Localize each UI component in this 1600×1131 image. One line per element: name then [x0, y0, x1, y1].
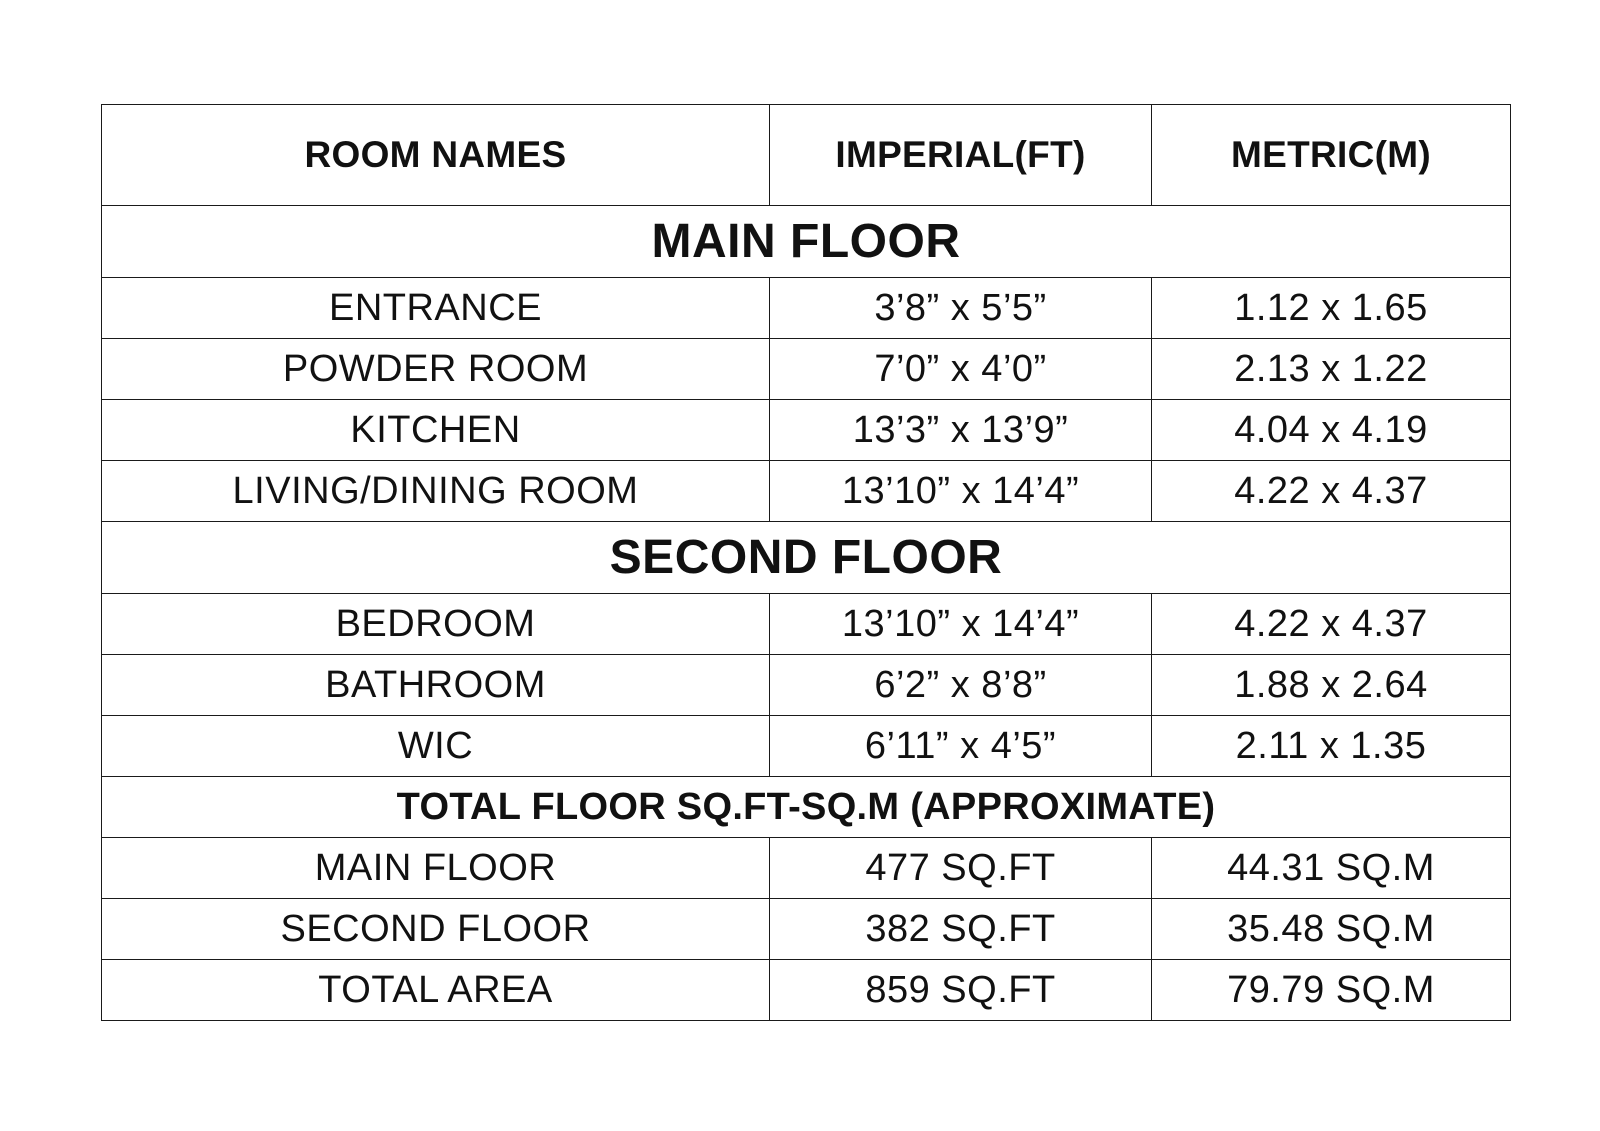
room-dimensions-table	[101, 104, 1511, 1021]
total-sqm-cell: 35.48 SQ.M	[1152, 899, 1511, 960]
section-row-totals	[102, 777, 1511, 838]
total-sqft-cell: 859 SQ.FT	[770, 960, 1152, 1021]
table-row	[102, 339, 1511, 400]
imperial-cell: 7’0” x 4’0”	[770, 339, 1152, 400]
room-name-cell: LIVING/DINING ROOM	[102, 461, 770, 522]
table-header-row	[102, 105, 1511, 206]
header-room-names: ROOM NAMES	[102, 105, 770, 206]
room-name-cell: ENTRANCE	[102, 278, 770, 339]
table-row	[102, 594, 1511, 655]
metric-cell: 2.13 x 1.22	[1152, 339, 1511, 400]
imperial-cell: 3’8” x 5’5”	[770, 278, 1152, 339]
section-title-main-floor: MAIN FLOOR	[102, 206, 1511, 278]
metric-cell: 1.12 x 1.65	[1152, 278, 1511, 339]
room-name-cell: BEDROOM	[102, 594, 770, 655]
total-label-cell: SECOND FLOOR	[102, 899, 770, 960]
table-row	[102, 899, 1511, 960]
total-label-cell: MAIN FLOOR	[102, 838, 770, 899]
imperial-cell: 6’2” x 8’8”	[770, 655, 1152, 716]
table-row	[102, 655, 1511, 716]
metric-cell: 4.22 x 4.37	[1152, 594, 1511, 655]
room-name-cell: WIC	[102, 716, 770, 777]
section-row-main-floor	[102, 206, 1511, 278]
total-sqm-cell: 44.31 SQ.M	[1152, 838, 1511, 899]
imperial-cell: 13’10” x 14’4”	[770, 461, 1152, 522]
table-row	[102, 960, 1511, 1021]
imperial-cell: 6’11” x 4’5”	[770, 716, 1152, 777]
metric-cell: 1.88 x 2.64	[1152, 655, 1511, 716]
total-label-cell: TOTAL AREA	[102, 960, 770, 1021]
section-row-second-floor	[102, 522, 1511, 594]
room-name-cell: BATHROOM	[102, 655, 770, 716]
section-title-second-floor: SECOND FLOOR	[102, 522, 1511, 594]
total-sqm-cell: 79.79 SQ.M	[1152, 960, 1511, 1021]
room-name-cell: KITCHEN	[102, 400, 770, 461]
table-row	[102, 461, 1511, 522]
imperial-cell: 13’3” x 13’9”	[770, 400, 1152, 461]
section-title-totals: TOTAL FLOOR SQ.FT-SQ.M (APPROXIMATE)	[102, 777, 1511, 838]
total-sqft-cell: 477 SQ.FT	[770, 838, 1152, 899]
imperial-cell: 13’10” x 14’4”	[770, 594, 1152, 655]
metric-cell: 2.11 x 1.35	[1152, 716, 1511, 777]
header-imperial: IMPERIAL(FT)	[770, 105, 1152, 206]
room-name-cell: POWDER ROOM	[102, 339, 770, 400]
table-row	[102, 278, 1511, 339]
header-metric: METRIC(M)	[1152, 105, 1511, 206]
total-sqft-cell: 382 SQ.FT	[770, 899, 1152, 960]
table-row	[102, 838, 1511, 899]
metric-cell: 4.04 x 4.19	[1152, 400, 1511, 461]
table-row	[102, 400, 1511, 461]
table-row	[102, 716, 1511, 777]
metric-cell: 4.22 x 4.37	[1152, 461, 1511, 522]
